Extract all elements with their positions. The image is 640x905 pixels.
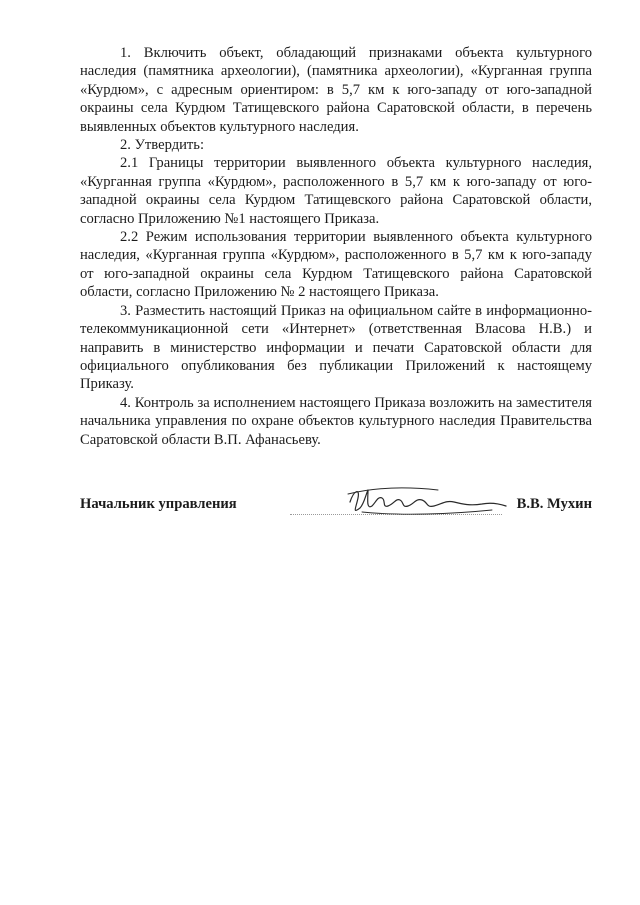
handwritten-signature <box>342 484 512 520</box>
signature-block <box>80 484 592 524</box>
paragraph-item-2-1: 2.1 Границы территории выявленного объекта культурного наследия, «Курганная группа «Курдюм», расположенного в 5,7 км к юго-западу от юго-западной окраины села Курдюм Татищевского района Саратовской области, согласно Приложению №1 настоящего Приказа. <box>80 155 592 227</box>
document-body <box>80 44 592 449</box>
signatory-name: В.В. Мухин <box>516 496 592 512</box>
paragraph-item-1: 1. Включить объект, обладающий признаками объекта культурного наследия (памятника археологии), (памятника археологии), «Курганная группа «Курдюм», с адресным ориентиром: в 5,7 км к юго-западу от юго-западной окраины села Курдюм Татищевского района Саратовской области, в перечень выявленных объектов культурного наследия. <box>80 45 592 135</box>
signatory-title: Начальник управления <box>80 496 237 512</box>
paragraph-item-2-2: 2.2 Режим использования территории выявленного объекта культурного наследия, «Курганная группа «Курдюм», расположенного в 5,7 км к юго-западу от юго-западной окраины села Курдюм Татищевского района Саратовской области, согласно Приложению № 2 настоящего Приказа. <box>80 229 592 301</box>
paragraph-item-2: 2. Утвердить: <box>120 137 205 154</box>
paragraph-item-4: 4. Контроль за исполнением настоящего Приказа возложить на заместителя начальника управления по охране объектов культурного наследия Правительства Саратовской области В.П. Афанасьеву. <box>80 394 592 448</box>
paragraph-item-3: 3. Разместить настоящий Приказ на официальном сайте в информационно-телекоммуникационной сети «Интернет» (ответственная Власова Н.В.) и направить в министерство информации и печати Саратовской области для официального опубликования без публикации Приложений к настоящему Приказу. <box>80 302 592 393</box>
